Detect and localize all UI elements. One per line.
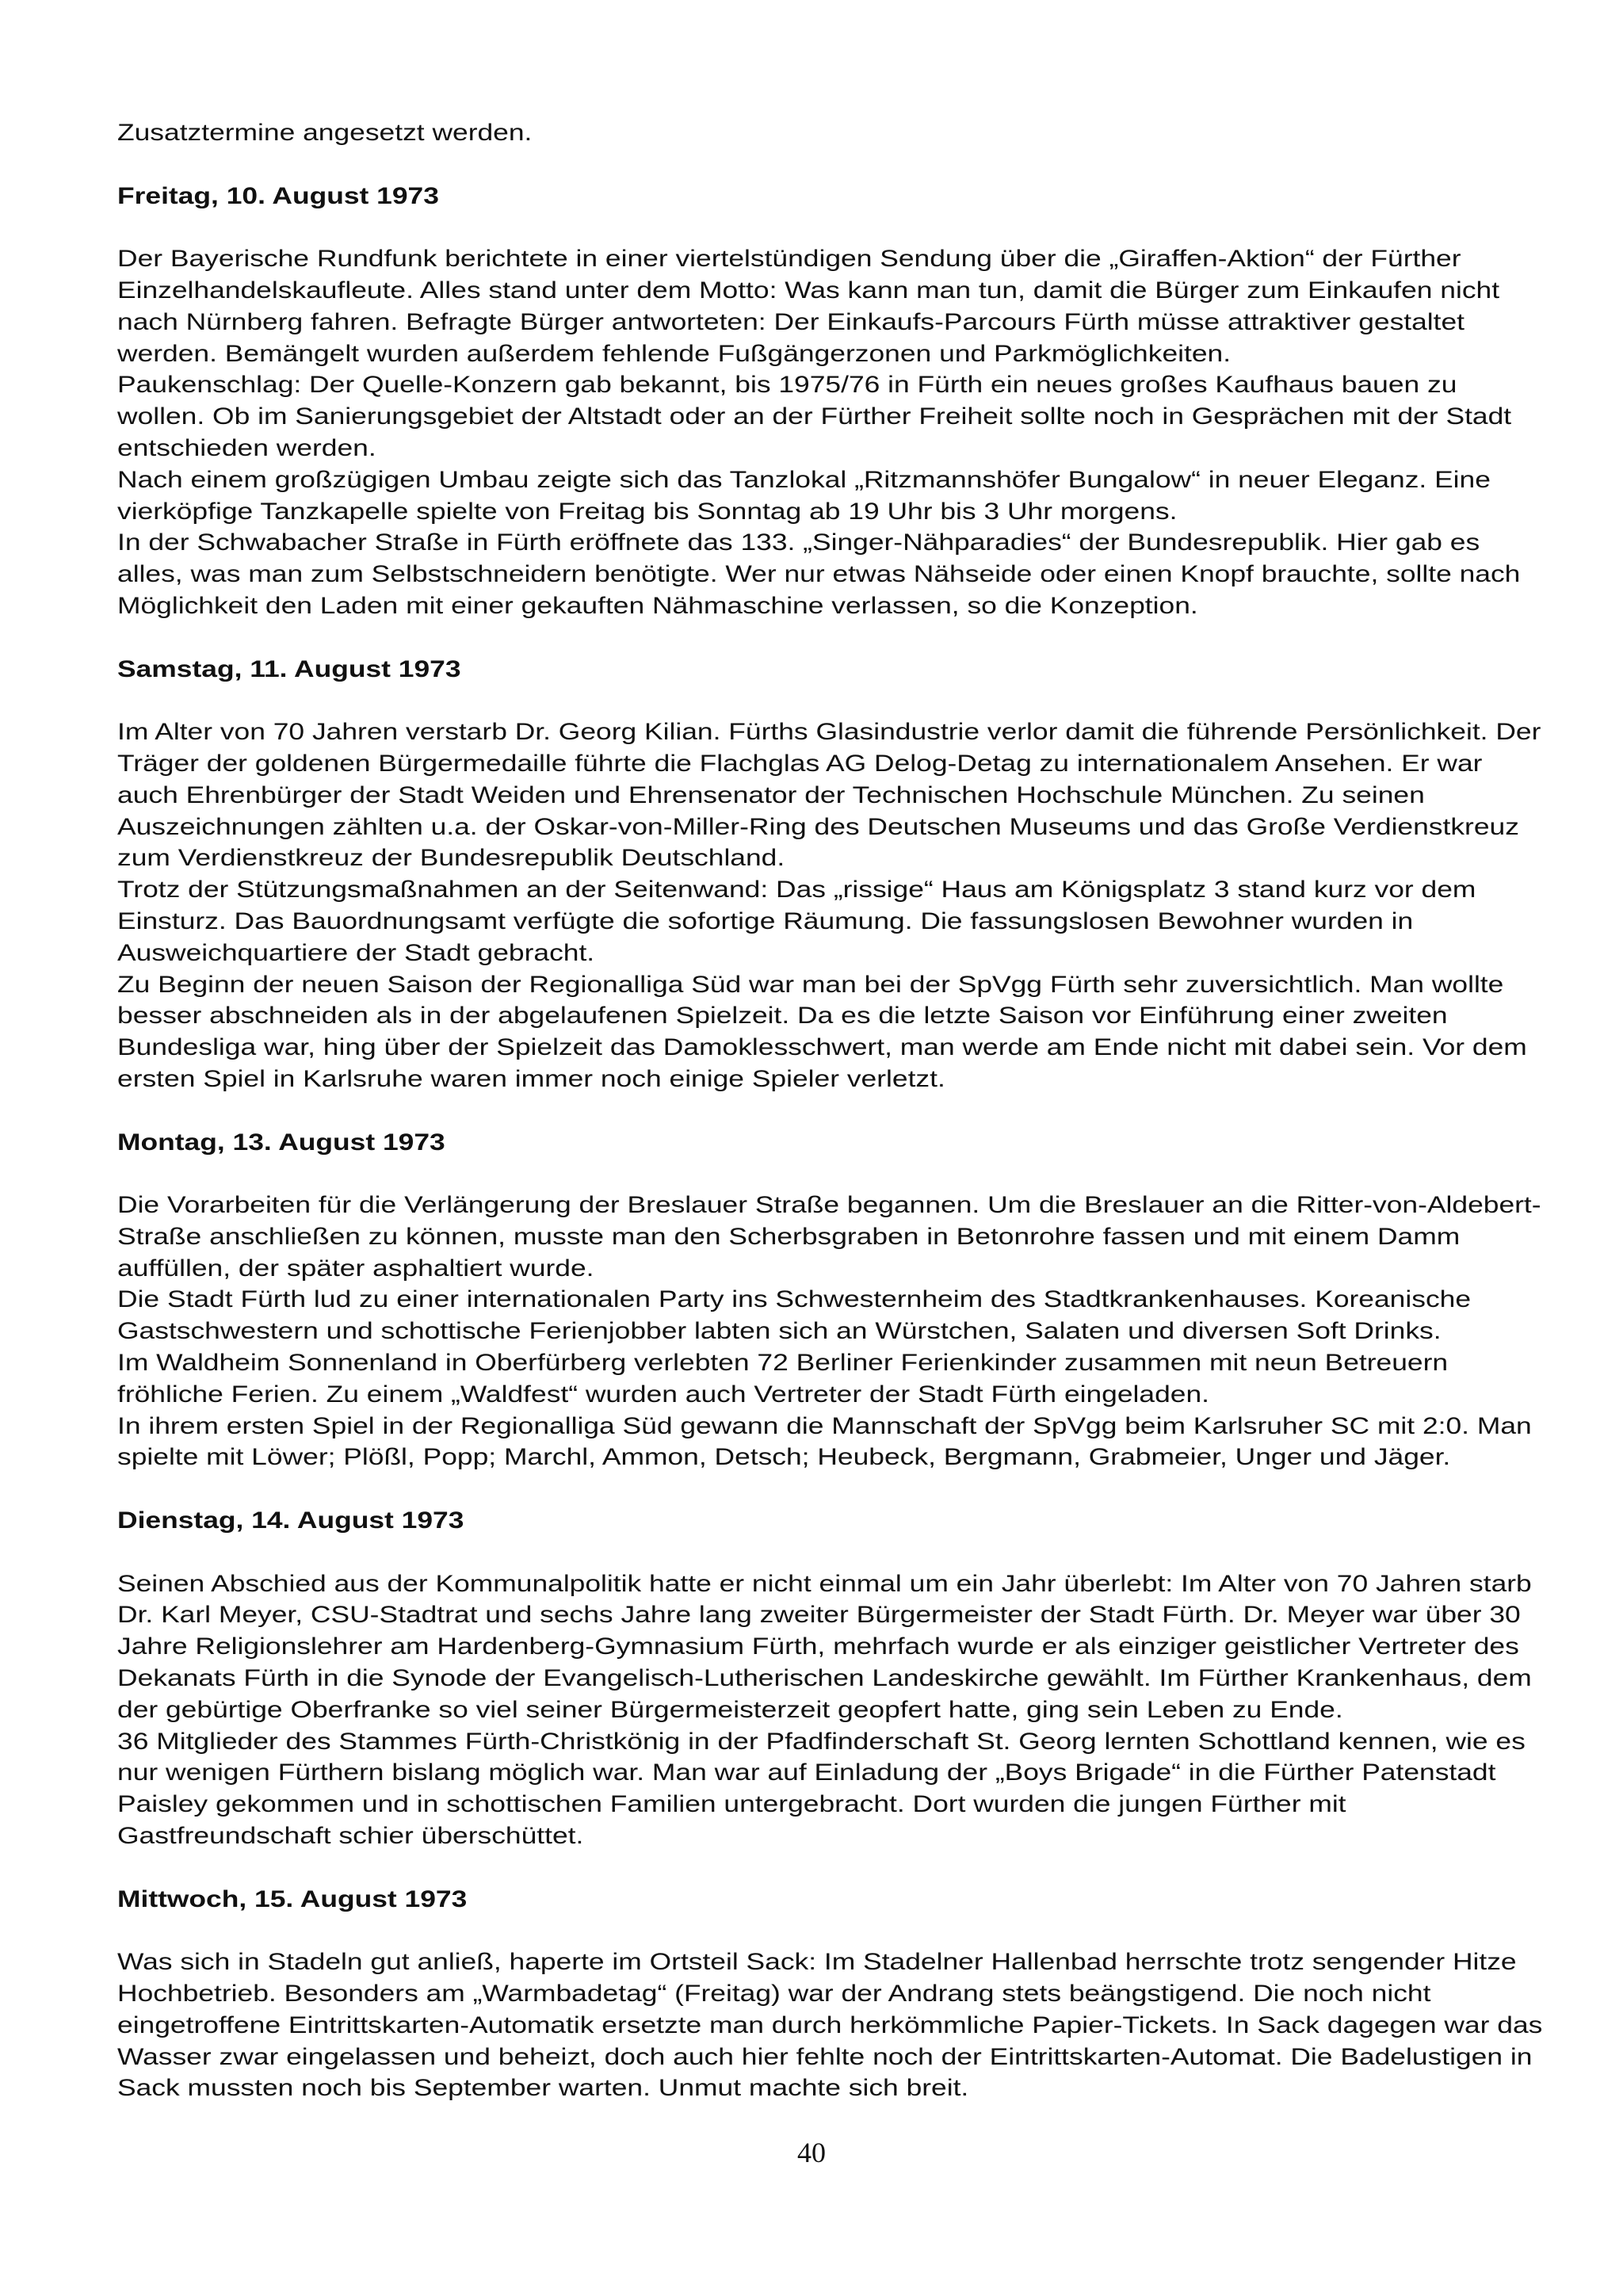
text-line: eingetroffene Eintrittskarten-Automatik ersetzte man durch herkömmliche Papier-Tickets. In Sack dagegen war das bbox=[117, 2011, 1543, 2038]
spacer bbox=[117, 1473, 1520, 1505]
text-line: Träger der goldenen Bürgermedaille führte die Flachglas AG Delog-Detag zu internationalem Ansehen. Er war bbox=[117, 750, 1483, 777]
date-heading bbox=[117, 181, 1520, 212]
text-line: Sack mussten noch bis September warten. Unmut machte sich breit. bbox=[117, 2075, 969, 2102]
date-heading bbox=[117, 1505, 1520, 1537]
text-line: auffüllen, der später asphaltiert wurde. bbox=[117, 1255, 594, 1282]
text-line: Die Vorarbeiten für die Verlängerung der Breslauer Straße begannen. Um die Breslauer an die Ritter-von-Aldebert- bbox=[117, 1192, 1541, 1219]
text-line: Dekanats Fürth in die Synode der Evangelisch-Lutherischen Landeskirche gewählt. Im Fürther Krankenhaus, dem bbox=[117, 1665, 1532, 1692]
text-line: In ihrem ersten Spiel in der Regionalliga Süd gewann die Mannschaft der SpVgg beim Karlsruher SC mit 2:0. Man bbox=[117, 1412, 1532, 1439]
paragraph bbox=[117, 243, 1520, 622]
spacer bbox=[117, 1915, 1520, 1946]
text-line: zum Verdienstkreuz der Bundesrepublik Deutschland. bbox=[117, 845, 785, 872]
text-line: Mittwoch, 15. August 1973 bbox=[117, 1885, 468, 1912]
text-line: Einzelhandelskaufleute. Alles stand unter dem Motto: Was kann man tun, damit die Bürger zum Einkaufen nicht bbox=[117, 277, 1500, 304]
text-line: Im Waldheim Sonnenland in Oberfürberg verlebten 72 Berliner Ferienkinder zusammen mit neun Betreuern bbox=[117, 1350, 1449, 1377]
text-line: Trotz der Stützungsmaßnahmen an der Seitenwand: Das „rissige“ Haus am Königsplatz 3 stand kurz vor dem bbox=[117, 877, 1476, 904]
spacer bbox=[117, 622, 1520, 654]
spacer bbox=[117, 1537, 1520, 1568]
text-line: Möglichkeit den Laden mit einer gekauften Nähmaschine verlassen, so die Konzeption. bbox=[117, 592, 1198, 619]
paragraph bbox=[117, 716, 1541, 1095]
text-line: Gastschwestern und schottische Ferienjobber labten sich an Würstchen, Salaten und diversen Soft Drinks. bbox=[117, 1318, 1442, 1345]
text-line: Freitag, 10. August 1973 bbox=[117, 182, 439, 209]
text-line: fröhliche Ferien. Zu einem „Waldfest“ wurden auch Vertreter der Stadt Fürth eingeladen. bbox=[117, 1381, 1210, 1408]
text-line: 36 Mitglieder des Stammes Fürth-Christkönig in der Pfadfinderschaft St. Georg lernten Schottland kennen, wie es bbox=[117, 1728, 1526, 1755]
text-line: werden. Bemängelt wurden außerdem fehlende Fußgängerzonen und Parkmöglichkeiten. bbox=[117, 340, 1232, 367]
text-line: besser abschneiden als in der abgelaufenen Spielzeit. Da es die letzte Saison vor Einführung einer zweiten bbox=[117, 1003, 1448, 1030]
spacer bbox=[117, 1095, 1520, 1127]
text-line: Seinen Abschied aus der Kommunalpolitik hatte er nicht einmal um ein Jahr überlebt: Im Alter von 70 Jahren starb bbox=[117, 1570, 1532, 1597]
spacer bbox=[117, 212, 1520, 243]
text-line: auch Ehrenbürger der Stadt Weiden und Ehrensenator der Technischen Hochschule München. Zu seinen bbox=[117, 781, 1425, 808]
text-line: nach Nürnberg fahren. Befragte Bürger antworteten: Der Einkaufs-Parcours Fürth müsse attraktiver gestaltet bbox=[117, 308, 1465, 335]
text-line: Montag, 13. August 1973 bbox=[117, 1129, 445, 1156]
text-line: Einsturz. Das Bauordnungsamt verfügte die sofortige Räumung. Die fassungslosen Bewohner wurden in bbox=[117, 907, 1414, 934]
text-line: Straße anschließen zu können, musste man den Scherbsgraben in Betonrohre fassen und mit einem Damm bbox=[117, 1223, 1461, 1250]
text-line: Der Bayerische Rundfunk berichtete in einer viertelstündigen Sendung über die „Giraffen-Aktion“ der Fürther bbox=[117, 246, 1461, 273]
text-line: spielte mit Löwer; Plößl, Popp; Marchl, Ammon, Detsch; Heubeck, Bergmann, Grabmeier, Unger und Jäger. bbox=[117, 1444, 1451, 1471]
text-line: Im Alter von 70 Jahren verstarb Dr. Georg Kilian. Fürths Glasindustrie verlor damit die führende Persönlichkeit. Der bbox=[117, 719, 1541, 746]
text-line: entschieden werden. bbox=[117, 434, 376, 461]
text-line: Ausweichquartiere der Stadt gebracht. bbox=[117, 939, 595, 966]
text-line: Dienstag, 14. August 1973 bbox=[117, 1507, 464, 1534]
text-line: Dr. Karl Meyer, CSU-Stadtrat und sechs Jahre lang zweiter Bürgermeister der Stadt Fürth. Dr. Meyer war über 30 bbox=[117, 1602, 1521, 1629]
text-line: Was sich in Stadeln gut anließ, haperte im Ortsteil Sack: Im Stadelner Hallenbad herrschte trotz sengender Hitze bbox=[117, 1949, 1517, 1976]
document-body bbox=[117, 117, 1543, 2104]
text-line: alles, was man zum Selbstschneidern benötigte. Wer nur etwas Nähseide oder einen Knopf brauchte, sollte nach bbox=[117, 561, 1521, 588]
text-line: ersten Spiel in Karlsruhe waren immer noch einige Spieler verletzt. bbox=[117, 1065, 945, 1092]
spacer bbox=[117, 149, 1520, 181]
text-line: Auszeichnungen zählten u.a. der Oskar-von-Miller-Ring des Deutschen Museums und das Große Verdienstkreuz bbox=[117, 813, 1519, 840]
date-heading bbox=[117, 1127, 1520, 1159]
text-line: Die Stadt Fürth lud zu einer internationalen Party ins Schwesternheim des Stadtkrankenhauses. Koreanische bbox=[117, 1286, 1472, 1313]
paragraph bbox=[117, 117, 1520, 149]
text-line: Gastfreundschaft schier überschüttet. bbox=[117, 1823, 584, 1850]
text-line: Paisley gekommen und in schottischen Familien untergebracht. Dort wurden die jungen Fürther mit bbox=[117, 1791, 1346, 1818]
text-line: Hochbetrieb. Besonders am „Warmbadetag“ (Freitag) war der Andrang stets beängstigend. Die noch nicht bbox=[117, 1981, 1431, 2008]
text-line: Bundesliga war, hing über der Spielzeit das Damoklesschwert, man werde am Ende nicht mit dabei sein. Vor dem bbox=[117, 1034, 1527, 1061]
text-line: der gebürtige Oberfranke so viel seiner Bürgermeisterzeit geopfert hatte, ging sein Leben zu Ende. bbox=[117, 1696, 1343, 1723]
spacer bbox=[117, 1158, 1520, 1190]
paragraph bbox=[117, 1946, 1543, 2104]
date-heading bbox=[117, 1884, 1520, 1916]
text-line: wollen. Ob im Sanierungsgebiet der Altstadt oder an der Fürther Freiheit sollte noch in Gesprächen mit der Stadt bbox=[117, 403, 1512, 430]
text-line: vierköpfige Tanzkapelle spielte von Freitag bis Sonntag ab 19 Uhr bis 3 Uhr morgens. bbox=[117, 498, 1178, 525]
paragraph bbox=[117, 1190, 1541, 1473]
text-line: Nach einem großzügigen Umbau zeigte sich das Tanzlokal „Ritzmannshöfer Bungalow“ in neuer Eleganz. Eine bbox=[117, 466, 1491, 493]
text-line: In der Schwabacher Straße in Fürth eröffnete das 133. „Singer-Nähparadies“ der Bundesrepublik. Hier gab es bbox=[117, 529, 1480, 556]
date-heading bbox=[117, 654, 1520, 686]
paragraph bbox=[117, 1568, 1532, 1852]
text-line: Jahre Religionslehrer am Hardenberg-Gymnasium Fürth, mehrfach wurde er als einziger geistlicher Vertreter des bbox=[117, 1633, 1519, 1660]
text-line: Zusatztermine angesetzt werden. bbox=[117, 120, 533, 146]
text-line: Samstag, 11. August 1973 bbox=[117, 655, 461, 682]
text-line: Wasser zwar eingelassen und beheizt, doch auch hier fehlte noch der Eintrittskarten-Automat. Die Badelustigen in bbox=[117, 2043, 1533, 2070]
spacer bbox=[117, 685, 1520, 716]
text-line: Paukenschlag: Der Quelle-Konzern gab bekannt, bis 1975/76 in Fürth ein neues großes Kaufhaus bauen zu bbox=[117, 372, 1457, 399]
page-number: 40 bbox=[797, 2137, 826, 2168]
text-line: Zu Beginn der neuen Saison der Regionalliga Süd war man bei der SpVgg Fürth sehr zuversichtlich. Man wollte bbox=[117, 971, 1504, 998]
spacer bbox=[117, 1852, 1520, 1884]
text-line: nur wenigen Fürthern bislang möglich war. Man war auf Einladung der „Boys Brigade“ in die Fürther Patenstadt bbox=[117, 1759, 1496, 1786]
